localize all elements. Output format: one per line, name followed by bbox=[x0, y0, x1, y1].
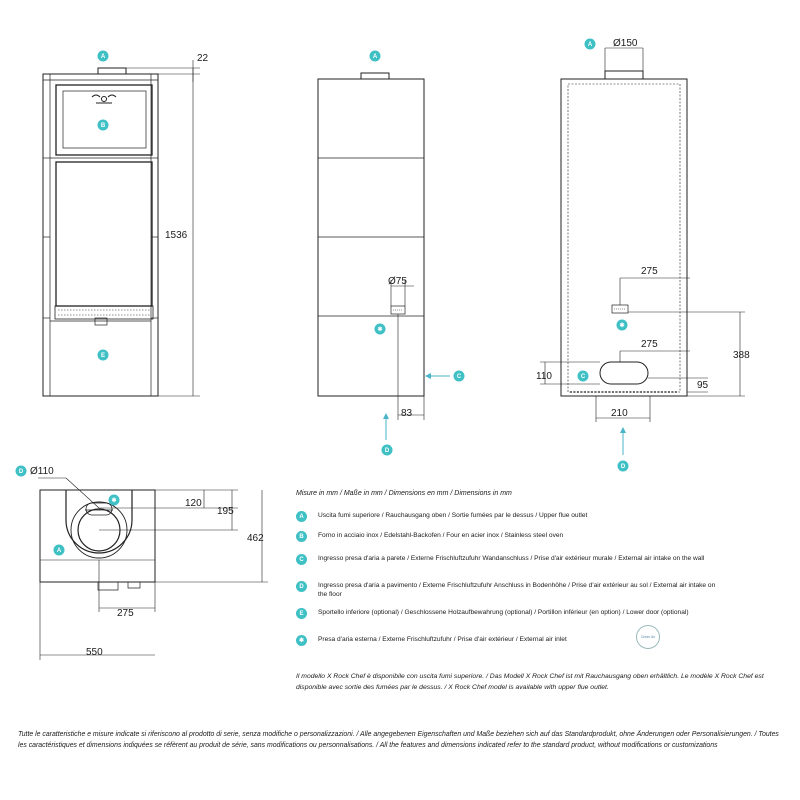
dim-top-flue: 22 bbox=[197, 53, 209, 64]
view-markers bbox=[16, 39, 629, 556]
svg-text:D: D bbox=[620, 464, 626, 471]
dim-plan-flue-offset: 120 bbox=[185, 498, 202, 509]
dim-back-air-height: 388 bbox=[733, 350, 750, 361]
front-view bbox=[43, 60, 200, 396]
legend-badge-a: A bbox=[296, 511, 307, 522]
air-arrows bbox=[386, 376, 623, 455]
marker-e-front bbox=[98, 350, 109, 361]
dim-back-air-offset: 275 bbox=[641, 266, 658, 277]
dim-plan-flue-depth: 195 bbox=[217, 506, 234, 517]
svg-text:B: B bbox=[100, 123, 106, 130]
svg-text:D: D bbox=[384, 448, 390, 455]
dim-plan-width: 550 bbox=[86, 647, 103, 658]
dim-back-outlet-offset: 95 bbox=[697, 380, 709, 391]
clean-air-logo bbox=[636, 625, 660, 649]
dim-side-air-offset: 83 bbox=[401, 408, 413, 419]
dim-back-outlet-width: 275 bbox=[641, 339, 658, 350]
chef-logo-icon bbox=[92, 95, 116, 103]
dimension-labels bbox=[30, 38, 750, 658]
marker-a-back bbox=[585, 39, 596, 50]
legend-item-c bbox=[296, 555, 718, 565]
svg-text:✱: ✱ bbox=[619, 323, 625, 330]
marker-d-side bbox=[382, 445, 393, 456]
svg-text:✱: ✱ bbox=[111, 498, 117, 505]
marker-d-plan bbox=[16, 466, 27, 477]
dim-flue-diam: Ø150 bbox=[613, 38, 638, 49]
legend-text-a: Uscita fumi superiore / Rauchausgang oben / Sortie fumées par le dessus / Upper flue outlet bbox=[318, 512, 588, 519]
model-note: Il modello X Rock Chef è disponibile con uscita fumi superiore. / Das Modell X Rock Chef ist mit Rauchausgang oben erhältlich. Le modèle X Rock Chef est disponible avec sortie des fumées par le dessus. / X Rock Chef model is available with upper flue outlet. bbox=[296, 673, 764, 691]
marker-star-side bbox=[375, 324, 386, 335]
svg-text:C: C bbox=[456, 374, 462, 381]
dim-plan-flue-diam: Ø110 bbox=[30, 466, 54, 477]
marker-c-back bbox=[578, 371, 589, 382]
marker-a-front bbox=[98, 51, 109, 62]
side-view bbox=[318, 73, 424, 420]
svg-text:A: A bbox=[56, 548, 62, 555]
legend-text-star: Presa d'aria esterna / Externe Frischluftzufuhr / Prise d'air extérieur / External air inlet bbox=[318, 636, 567, 643]
dim-height: 1536 bbox=[165, 230, 188, 241]
legend-item-d bbox=[296, 582, 718, 600]
marker-a-side bbox=[370, 51, 381, 62]
legend-badge-e: E bbox=[296, 608, 307, 619]
legend-title: Misure in mm / Maße in mm / Dimensions en mm / Dimensions in mm bbox=[296, 490, 512, 497]
legend-item-e bbox=[296, 609, 718, 619]
back-view bbox=[540, 48, 745, 422]
legend-text-b: Forno in acciaio inox / Edelstahl-Backofen / Four en acier inox / Stainless steel oven bbox=[318, 532, 564, 539]
legend-badge-b: B bbox=[296, 531, 307, 542]
dim-side-air-diam: Ø75 bbox=[388, 276, 407, 287]
legend-text-d: Ingresso presa d'aria a pavimento / Externe Frischluftzufuhr Anschluss in Bodenhöhe / Prise d'air extérieur au sol / External air intake on the floor bbox=[318, 582, 716, 598]
marker-star-back bbox=[617, 320, 628, 331]
legend-badge-star: ✱ bbox=[296, 635, 307, 646]
svg-text:A: A bbox=[587, 42, 593, 49]
dim-plan-depth: 462 bbox=[247, 533, 264, 544]
svg-text:D: D bbox=[18, 469, 24, 476]
svg-text:A: A bbox=[372, 54, 378, 61]
dim-back-outlet-height: 110 bbox=[536, 371, 552, 382]
footer-disclaimer: Tutte le caratteristiche e misure indicate si riferiscono al prodotto di serie, senza modifiche o personalizzazioni. / Alle angegebenen Eigenschaften und Maße beziehen sich auf das Standardprodukt, ohne Änderungen oder Personalisierungen. / Toutes les caractéristiques et dimensions indiquées se réfèrent au produit de série, sans modifications ou personnalisations. / All the features and dimensions indicated refer to the standard product, without modifications or customizations bbox=[18, 731, 779, 749]
svg-text:A: A bbox=[100, 54, 106, 61]
marker-star-plan bbox=[109, 495, 120, 506]
logo-text: Clean Air bbox=[640, 635, 656, 639]
legend-text-c: Ingresso presa d'aria a parete / Externe Frischluftzufuhr Wandanschluss / Prise d'air extérieur murale / External air intake on the wall bbox=[318, 555, 705, 562]
marker-c-side bbox=[454, 371, 465, 382]
svg-text:✱: ✱ bbox=[377, 327, 383, 334]
dim-plan-air-offset: 275 bbox=[117, 608, 134, 619]
svg-text:E: E bbox=[100, 353, 106, 360]
legend-text-e: Sportello inferiore (optional) / Geschlossene Holzaufbewahrung (optional) / Portillon inférieur (en option) / Lower door (optional) bbox=[318, 609, 689, 616]
svg-text:C: C bbox=[580, 374, 586, 381]
marker-d-back bbox=[618, 461, 629, 472]
legend-badge-c: C bbox=[296, 554, 307, 565]
dim-back-bottom-width: 210 bbox=[611, 408, 628, 419]
marker-b-front bbox=[98, 120, 109, 131]
legend-item-b bbox=[296, 532, 718, 542]
legend-badge-d: D bbox=[296, 581, 307, 592]
marker-a-plan bbox=[54, 545, 65, 556]
legend-item-a bbox=[296, 512, 718, 522]
